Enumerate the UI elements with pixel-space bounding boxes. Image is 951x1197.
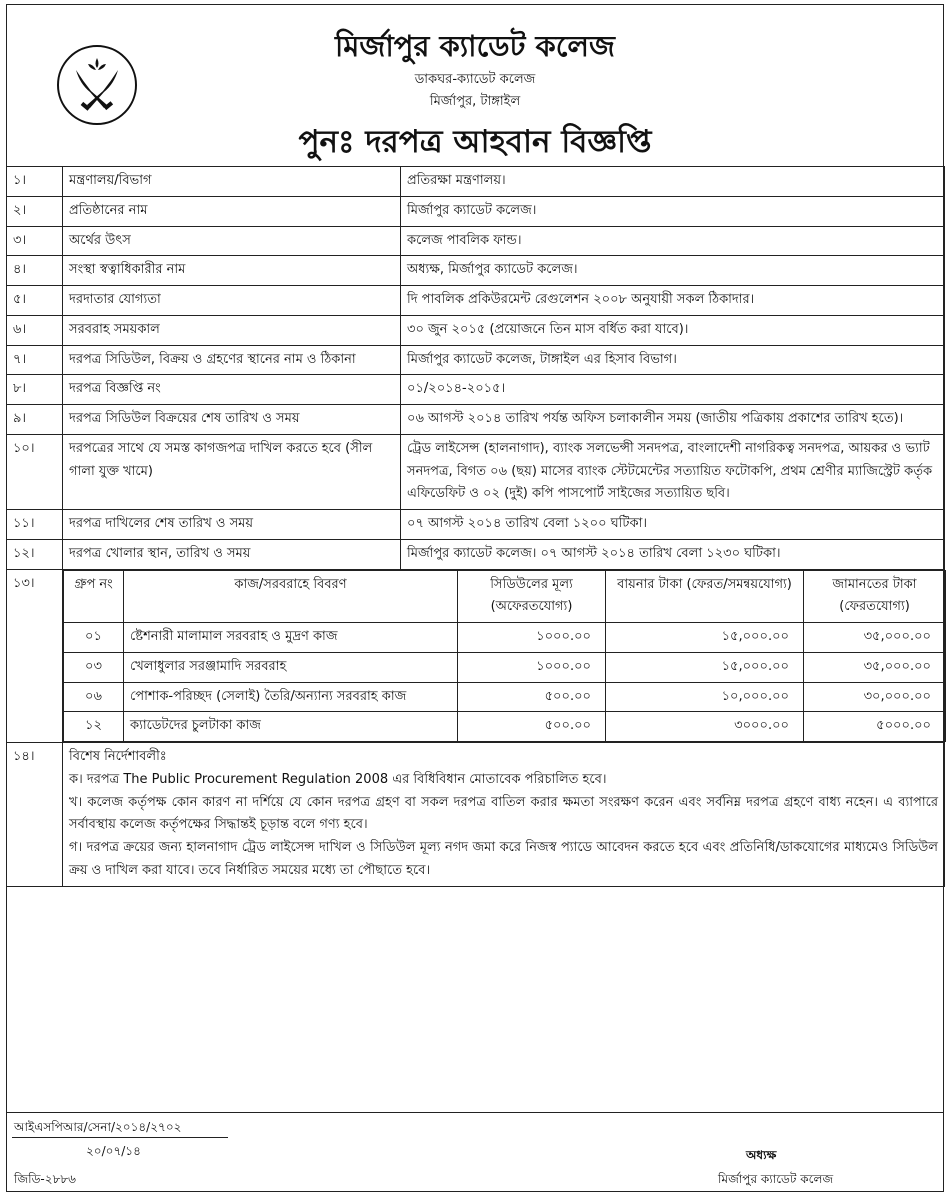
table-row [64,712,946,742]
earnest-money: ১৫,০০০.০০ [606,623,804,653]
signatory-organization: মির্জাপুর ক্যাডেট কলেজ [718,1172,834,1186]
group-desc: ষ্টেশনারী মালামাল সরবরাহ ও মুদ্রণ কাজ [124,623,458,653]
row-number: ১৩। [7,569,63,743]
schedule-price: ১০০০.০০ [458,652,606,682]
group-desc: ক্যাডেটদের চুলটাকা কাজ [124,712,458,742]
group-no: ১২ [64,712,124,742]
isp-reference: আইএসপিআর/সেনা/২০১৪/২৭০২ [14,1120,182,1134]
table-row [7,286,945,316]
row-number: ২। [7,196,63,226]
table-row [7,315,945,345]
row-number: ১০। [7,434,63,509]
divider [12,1137,228,1138]
row-number: ৫। [7,286,63,316]
group-desc: খেলাধুলার সরঞ্জামাদি সরবরাহ [124,652,458,682]
row-label: অর্থের উৎস [63,226,401,256]
instruction-item: গ। দরপত্র ক্রয়ের জন্য হালনাগাদ ট্রেড লাইসেন্স দাখিল ও সিডিউল মূল্য নগদ জমা করে নিজস্ব প্যাডে আবেদন করতে হবে এবং প্রতিনিধি/ডাকযোগের মাধ্যমেও সিডিউল ক্রয় ও দাখিল করা যাবে। তবে নির্ধারিত সময়ের মধ্যে তা পৌছাতে হবে। [69,840,938,878]
security-money: ৩৫,০০০.০০ [804,652,946,682]
earnest-money: ১৫,০০০.০০ [606,652,804,682]
row-value: মির্জাপুর ক্যাডেট কলেজ। [401,196,945,226]
row-number: ৯। [7,405,63,435]
table-row [7,539,945,569]
groups-table [63,570,946,743]
notice-header [6,4,944,162]
row-number: ৩। [7,226,63,256]
security-money: ৩৫,০০০.০০ [804,623,946,653]
schedule-price: ৫০০.০০ [458,682,606,712]
row-label: দরপত্র সিডিউল, বিক্রয় ও গ্রহণের স্থানের নাম ও ঠিকানা [63,345,401,375]
groups-header-row [64,570,946,623]
group-no: ০৬ [64,682,124,712]
row-label: দরপত্র বিজ্ঞপ্তি নং [63,375,401,405]
security-money: ৫০০০.০০ [804,712,946,742]
row-number: ৬। [7,315,63,345]
header-description: কাজ/সরবরাহে বিবরণ [124,570,458,623]
tender-details-table [6,166,945,887]
institution-name: মির্জাপুর ক্যাডেট কলেজ [335,29,615,63]
row-value: মির্জাপুর ক্যাডেট কলেজ, টাঙ্গাইল এর হিসাব বিভাগ। [401,345,945,375]
table-row [64,652,946,682]
earnest-money: ১০,০০০.০০ [606,682,804,712]
group-desc: পোশাক-পরিচ্ছদ (সেলাই) তৈরি/অন্যান্য সরবরাহ কাজ [124,682,458,712]
instruction-item: খ। কলেজ কর্তৃপক্ষ কোন কারণ না দর্শিয়ে যে কোন দরপত্র গ্রহণ বা সকল দরপত্র বাতিল করার ক্ষমতা সংরক্ষণ করেন এবং সর্বনিম্ন দরপত্র গ্রহণে বাধ্য নহেন। এ ব্যাপারে সর্বাবস্থায় কলেজ কর্তৃপক্ষের সিদ্ধান্তই চূড়ান্ত বলে গণ্য হবে। [69,794,938,833]
row-label: মন্ত্রণালয়/বিভাগ [63,167,401,197]
signatory-title: অধ্যক্ষ [746,1148,777,1162]
row-number: ১৪। [7,743,63,887]
table-row [7,510,945,540]
header-security-money: জামানতের টাকা (ফেরতযোগ্য) [804,570,946,623]
row-value: ০৬ আগস্ট ২০১৪ তারিখ পর্যন্ত অফিস চলাকালীন সময় (জাতীয় পত্রিকায় প্রকাশের তারিখ হতে)। [401,405,945,435]
row-value: মির্জাপুর ক্যাডেট কলেজ। ০৭ আগস্ট ২০১৪ তারিখ বেলা ১২৩০ ঘটিকা। [401,539,945,569]
notice-title: পুনঃ দরপত্র আহবান বিজ্ঞপ্তি [298,124,652,160]
table-row [7,167,945,197]
row-label: দরপত্র সিডিউল বিক্রয়ের শেষ তারিখ ও সময় [63,405,401,435]
address-line-2: মির্জাপুর, টাঙ্গাইল [429,94,521,109]
special-instructions-row [7,743,945,887]
schedule-price: ৫০০.০০ [458,712,606,742]
row-label: প্রতিষ্ঠানের নাম [63,196,401,226]
row-number: ১। [7,167,63,197]
row-value: অধ্যক্ষ, মির্জাপুর ক্যাডেট কলেজ। [401,256,945,286]
instruction-item: ক। দরপত্র The Public Procurement Regulation 2008 এর বিধিবিধান মোতাবেক পরিচালিত হবে। [69,771,607,787]
row-label: দরদাতার যোগ্যতা [63,286,401,316]
row-number: ৭। [7,345,63,375]
row-label: সরবরাহ সময়কাল [63,315,401,345]
address-line-1: ডাকঘর-ক্যাডেট কলেজ [414,72,536,87]
row-label: সংস্থা স্বত্বাধিকারীর নাম [63,256,401,286]
row-label: দরপত্র খোলার স্থান, তারিখ ও সময় [63,539,401,569]
earnest-money: ৩০০০.০০ [606,712,804,742]
row-number: ১২। [7,539,63,569]
tender-notice [6,4,944,1192]
row-label: দরপত্র দাখিলের শেষ তারিখ ও সময় [63,510,401,540]
table-row [7,434,945,509]
header-schedule-price: সিডিউলের মূল্য (অফেরতযোগ্য) [458,570,606,623]
row-value: ৩০ জুন ২০১৫ (প্রয়োজনে তিন মাস বর্ধিত করা যাবে)। [401,315,945,345]
row-value: প্রতিরক্ষা মন্ত্রণালয়। [401,167,945,197]
row-value: ট্রেড লাইসেন্স (হালনাগাদ), ব্যাংক সলভেন্সী সনদপত্র, বাংলাদেশী নাগরিকত্ব সনদপত্র, আয়কর ও ভ্যাট সনদপত্র, বিগত ০৬ (ছয়) মাসের ব্যাংক স্টেটমেন্টের সত্যায়িত ফটোকপি, প্রথম শ্রেণীর ম্যাজিস্ট্রেট কর্তৃক এফিডেফিট ও ০২ (দুই) কপি পাসপোর্ট সাইজের সত্যায়িত ছবি। [401,434,945,509]
notice-footer [6,1112,944,1193]
group-no: ০৩ [64,652,124,682]
gd-number: জিডি-২৮৮৬ [14,1172,76,1186]
groups-row [7,569,945,743]
table-row [7,375,945,405]
header-group-no: গ্রুপ নং [64,570,124,623]
table-row [7,226,945,256]
row-number: ৮। [7,375,63,405]
group-no: ০১ [64,623,124,653]
row-value: ০৭ আগস্ট ২০১৪ তারিখ বেলা ১২০০ ঘটিকা। [401,510,945,540]
special-title: বিশেষ নির্দেশাবলীঃ [69,749,167,764]
table-row [64,623,946,653]
schedule-price: ১০০০.০০ [458,623,606,653]
table-row [7,345,945,375]
table-row [7,196,945,226]
row-value: ০১/২০১৪-২০১৫। [401,375,945,405]
row-number: ৪। [7,256,63,286]
row-number: ১১। [7,510,63,540]
row-value: কলেজ পাবলিক ফান্ড। [401,226,945,256]
table-row [7,256,945,286]
row-value: দি পাবলিক প্রকিউরমেন্ট রেগুলেশন ২০০৮ অনুযায়ী সকল ঠিকাদার। [401,286,945,316]
reference-date: ২০/০৭/১৪ [86,1144,141,1158]
table-row [7,405,945,435]
header-earnest-money: বায়নার টাকা (ফেরত/সমন্বয়যোগ্য) [606,570,804,623]
table-row [64,682,946,712]
row-label: দরপত্রের সাথে যে সমস্ত কাগজপত্র দাখিল করতে হবে (সীল গালা যুক্ত খামে) [63,434,401,509]
security-money: ৩০,০০০.০০ [804,682,946,712]
